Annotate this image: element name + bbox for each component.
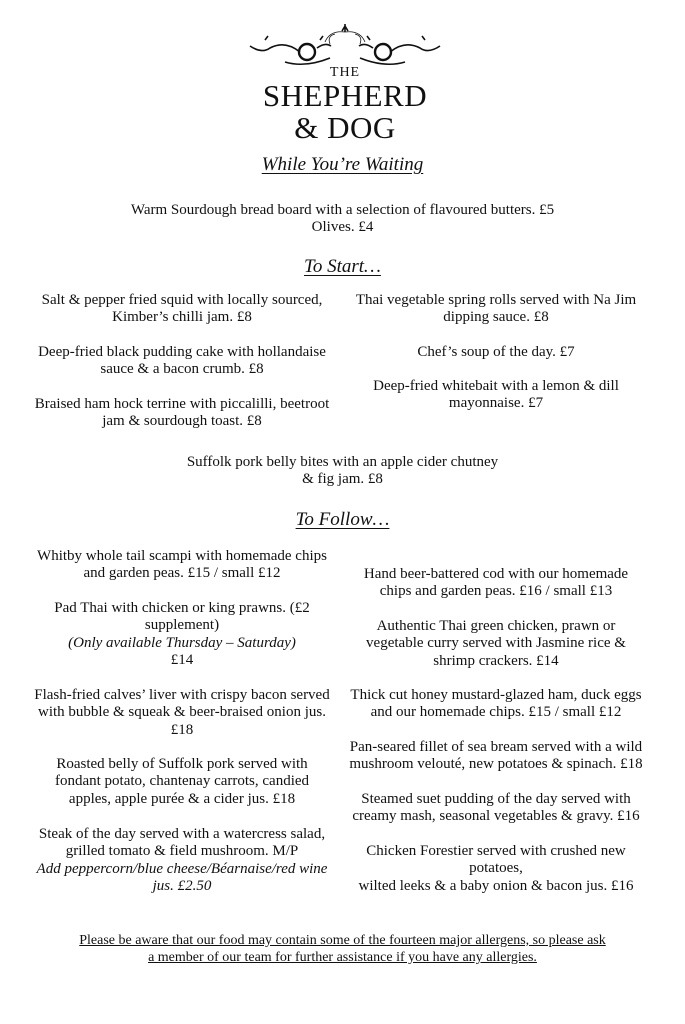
menu-item-line: mushroom velouté, new potatoes & spinach. £18 <box>349 756 643 773</box>
menu-item-line: £18 <box>170 721 194 738</box>
menu-item-line: apples, apple purée & a cider jus. £18 <box>68 790 296 807</box>
menu-item <box>340 739 652 774</box>
menu-item-line: Braised ham hock terrine with piccalilli, beetroot <box>34 396 330 412</box>
section-heading-waiting: While You’re Waiting <box>261 154 424 175</box>
menu-item-line: chips and garden peas. £16 / small £13 <box>379 583 613 600</box>
menu-item-line: Kimber’s chilli jam. £8 <box>112 309 252 326</box>
menu-item <box>340 618 652 670</box>
menu-item-line: and our homemade chips. £15 / small £12 <box>370 704 622 721</box>
menu-item <box>14 344 350 379</box>
menu-item-line: wilted leeks & a baby onion & bacon jus. £16 <box>358 877 634 894</box>
menu-item-line: Steak of the day served with a watercress salad, <box>38 826 326 842</box>
menu-item-line: Olives. £4 <box>311 219 374 235</box>
allergen-notice <box>0 932 685 966</box>
menu-item-line: shrimp crackers. £14 <box>433 652 559 669</box>
menu-item-line: Please be aware that our food may contain some of the fourteen major allergens, so please ask <box>79 933 606 948</box>
menu-item-line: creamy mash, seasonal vegetables & gravy. £16 <box>352 808 640 825</box>
logo-shepherd: SHEPHERD <box>262 78 428 113</box>
menu-item-line: and garden peas. £15 / small £12 <box>83 565 281 582</box>
logo <box>240 22 450 144</box>
menu-item <box>340 378 652 413</box>
menu-item-line: Salt & pepper fried squid with locally sourced, <box>41 292 323 308</box>
menu-item-line: Pad Thai with chicken or king prawns. (£2 <box>54 600 310 616</box>
menu-item <box>0 202 685 219</box>
menu-item <box>340 687 652 722</box>
menu-item-line: (Only available Thursday – Saturday) <box>68 634 296 651</box>
menu-item-line: Warm Sourdough bread board with a selection of flavoured butters. £5 <box>130 202 555 218</box>
menu-item-line: Hand beer-battered cod with our homemade <box>363 566 629 582</box>
menu-item-line: potatoes, <box>469 860 523 877</box>
menu-item-line: with bubble & squeak & beer-braised onion jus. <box>38 704 326 721</box>
menu-item <box>14 396 350 431</box>
menu-item <box>14 600 350 669</box>
menu-item-line: Add peppercorn/blue cheese/Béarnaise/red wine <box>36 860 328 877</box>
menu-item-line: Deep-fried black pudding cake with hollandaise <box>38 344 326 360</box>
menu-item <box>14 687 350 739</box>
menu-item-line: Flash-fried calves’ liver with crispy bacon served <box>34 687 330 703</box>
menu-item <box>0 454 685 489</box>
menu-item-line: Suffolk pork belly bites with an apple cider chutney <box>186 454 499 470</box>
menu-item-line: Chicken Forestier served with crushed new <box>366 843 626 859</box>
section-heading-follow: To Follow… <box>295 509 390 530</box>
menu-item-line: fondant potato, chantenay carrots, candied <box>54 773 310 790</box>
menu-item-line: Thai vegetable spring rolls served with Na Jim <box>355 292 637 308</box>
logo-the: THE <box>329 65 361 80</box>
menu-item-line: & fig jam. £8 <box>302 471 383 488</box>
menu-item <box>340 791 652 826</box>
menu-item <box>14 826 350 895</box>
menu-item-line: Thick cut honey mustard-glazed ham, duck eggs <box>350 687 642 703</box>
menu-item <box>14 292 350 327</box>
menu-item-line: Steamed suet pudding of the day served with <box>361 791 631 807</box>
menu-item-line: Pan-seared fillet of sea bream served with a wild <box>349 739 643 755</box>
menu-item-line: dipping sauce. £8 <box>443 309 549 326</box>
menu-item-line: grilled tomato & field mushroom. M/P <box>65 843 299 860</box>
menu-item-line: Deep-fried whitebait with a lemon & dill <box>373 378 619 394</box>
menu-item-line: Authentic Thai green chicken, prawn or <box>376 618 616 634</box>
menu-item <box>340 344 652 361</box>
menu-item-line: a member of our team for further assistance if you have any allergies. <box>148 950 537 965</box>
menu-item <box>340 292 652 327</box>
menu-item <box>0 219 685 236</box>
logo-dog: & DOG <box>294 110 396 145</box>
menu-item-line: £14 <box>170 651 194 668</box>
menu-item <box>14 548 350 583</box>
ornament-icon <box>245 22 445 70</box>
menu-item-line: supplement) <box>144 617 220 634</box>
menu-item-line: Roasted belly of Suffolk pork served with <box>56 756 308 772</box>
menu-item-line: Chef’s soup of the day. £7 <box>417 344 575 360</box>
menu-item-line: sauce & a bacon crumb. £8 <box>100 361 264 378</box>
menu-item-line: vegetable curry served with Jasmine rice & <box>366 635 626 652</box>
menu-item-line: jus. £2.50 <box>152 877 212 894</box>
menu-item <box>340 843 652 895</box>
menu-item <box>340 566 652 601</box>
menu-item-line: Whitby whole tail scampi with homemade chips <box>37 548 327 564</box>
menu-item <box>14 756 350 808</box>
menu-item-line: jam & sourdough toast. £8 <box>102 413 262 430</box>
menu-item-line: mayonnaise. £7 <box>448 395 544 412</box>
section-heading-start: To Start… <box>304 256 381 277</box>
